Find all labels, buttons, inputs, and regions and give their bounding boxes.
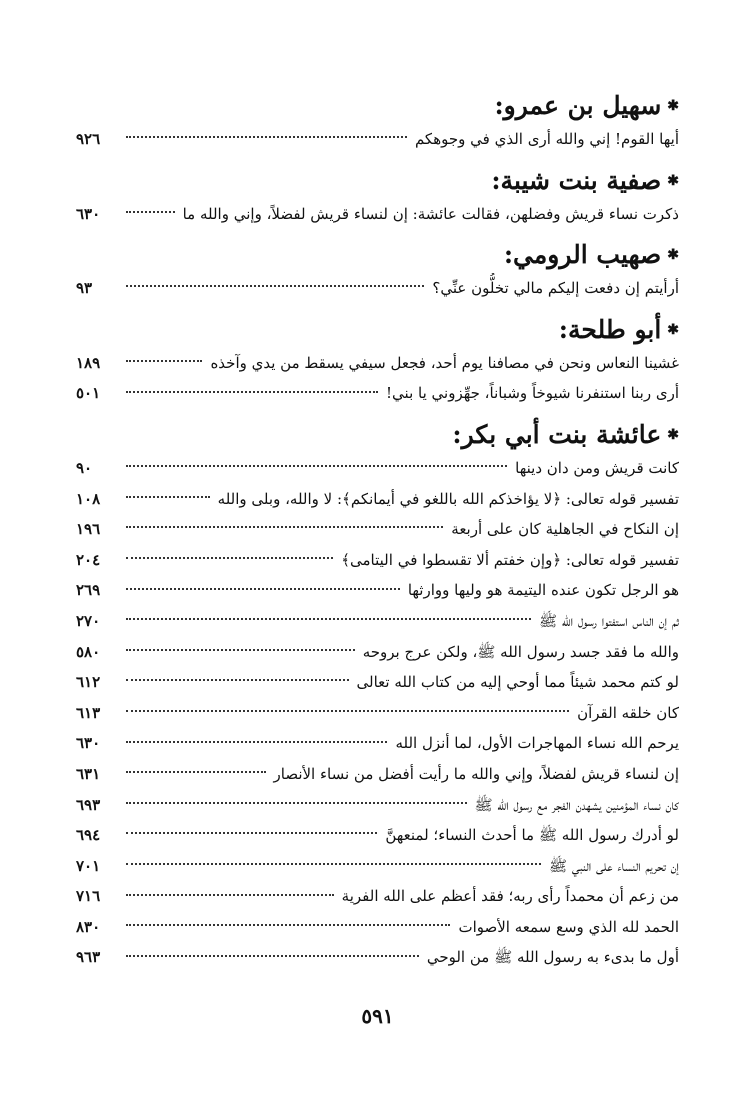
section-heading [76,88,679,124]
entry-text: كان خلقه القرآن [577,703,679,722]
index-section [76,155,679,230]
entry-list [76,273,679,304]
section-spacer [76,304,679,312]
entry-text: كان نساء المؤمنين يشهدن الفجر مع رسول الله ﷺ [474,795,679,814]
entry-text: من زعم أن محمداً رأى ربه؛ فقد أعظم على الله الفرية [341,887,679,906]
dot-leader [126,955,419,957]
section-spacer [76,229,679,237]
entry-page-number: ٩٣ [76,279,93,298]
entry-page-number: ٩٦٣ [76,948,101,967]
entry-text: والله ما فقد جسد رسول الله ﷺ، ولكن عرج بروحه [362,642,679,661]
entry-page-number: ٢٠٤ [76,550,101,569]
entry-list [76,348,679,409]
entry-page-number: ٨٣٠ [76,917,101,936]
entry-text: ثم إن الناس استفتوا رسول الله ﷺ [539,611,679,630]
dot-leader [126,679,349,681]
asterisk-icon: ✱ [667,321,679,338]
entry-text: يرحم الله نساء المهاجرات الأول، لما أنزل الله [395,734,679,753]
section-heading [76,237,679,273]
dot-leader [126,894,334,896]
dot-leader [126,496,210,498]
page-number: ٥٩١ [361,1004,394,1028]
index-entry [76,124,679,155]
entry-page-number: ٥٨٠ [76,642,101,661]
entry-page-number: ١٨٩ [76,353,101,372]
index-entry [76,881,679,912]
entry-page-number: ١٠٨ [76,489,101,508]
section-heading-text: صهيب الرومي: [503,240,662,270]
dot-leader [126,557,333,559]
dot-leader [126,136,407,138]
index-entry [76,942,679,973]
index-entry [76,728,679,759]
index-entry [76,606,679,637]
entry-text: أرى ربنا استنفرنا شيوخاً وشباناً، جهِّزوني يا بني! [386,384,679,403]
section-heading-text: صفية بنت شيبة: [491,165,662,195]
index-entry [76,667,679,698]
dot-leader [126,771,266,773]
entry-page-number: ١٩٦ [76,520,101,539]
index-sections [76,88,679,973]
index-entry [76,759,679,790]
entry-text: إن تحريم النساء على النبي ﷺ [549,856,679,875]
entry-text: غشينا النعاس ونحن في مصافنا يوم أحد، فجعل سيفي يسقط من يدي وآخذه [210,353,679,372]
entry-text: أرأيتم إن دفعت إليكم مالي تخلُّون عنِّي؟ [432,279,679,298]
entry-list [76,124,679,155]
entry-text: ذكرت نساء قريش وفضلهن، فقالت عائشة: إن لنساء قريش لفضلاً، وإني والله ما [182,204,679,223]
entry-page-number: ٧١٦ [76,887,101,906]
section-heading [76,312,679,348]
index-entry [76,453,679,484]
index-entry [76,484,679,515]
dot-leader [126,211,175,213]
entry-page-number: ٩٠ [76,458,93,477]
section-heading [76,163,679,199]
entry-page-number: ٥٠١ [76,384,101,403]
index-entry [76,790,679,821]
section-spacer [76,155,679,163]
entry-page-number: ٦١٣ [76,703,101,722]
entry-text: لو كتم محمد شيئاً مما أوحي إليه من كتاب الله تعالى [356,673,679,692]
index-section [76,88,679,155]
dot-leader [126,588,400,590]
index-entry [76,575,679,606]
entry-text: لو أدرك رسول الله ﷺ ما أحدث النساء؛ لمنعهنَّ [385,826,679,845]
dot-leader [126,710,569,712]
entry-page-number: ٦١٢ [76,673,101,692]
entry-text: أول ما بدىء به رسول الله ﷺ من الوحي [426,948,679,967]
entry-text: إن لنساء قريش لفضلاً، وإني والله ما رأيت أفضل من نساء الأنصار [273,764,679,783]
entry-page-number: ٦٩٣ [76,795,101,814]
index-entry [76,820,679,851]
entry-text: كانت قريش ومن دان دينها [515,458,679,477]
entry-page-number: ٩٢٦ [76,130,101,148]
index-entry [76,514,679,545]
entry-page-number: ٢٦٩ [76,581,101,600]
section-heading [76,417,679,453]
entry-page-number: ٦٣١ [76,764,101,783]
dot-leader [126,465,507,467]
entry-page-number: ٦٣٠ [76,204,101,223]
section-spacer [76,409,679,417]
dot-leader [126,526,443,528]
entry-text: أيها القوم! إني والله أرى الذي في وجوهكم [414,130,679,148]
dot-leader [126,802,467,804]
index-entry [76,912,679,943]
index-entry [76,273,679,304]
entry-list [76,453,679,973]
asterisk-icon: ✱ [667,426,679,443]
index-entry [76,545,679,576]
dot-leader [126,360,202,362]
index-section [76,409,679,973]
entry-text: تفسير قوله تعالى: ﴿وإن خفتم ألا تقسطوا في اليتامى﴾ [341,550,679,569]
asterisk-icon: ✱ [667,98,679,114]
dot-leader [126,832,377,834]
index-entry [76,378,679,409]
dot-leader [126,285,424,287]
dot-leader [126,618,531,620]
entry-text: الحمد لله الذي وسع سمعه الأصوات [458,917,679,936]
index-entry [76,637,679,668]
dot-leader [126,863,541,865]
index-section [76,229,679,304]
entry-page-number: ٦٩٤ [76,826,101,845]
dot-leader [126,649,355,651]
section-heading-text: سهيل بن عمرو: [494,91,662,120]
section-heading-text: أبو طلحة: [558,314,662,344]
asterisk-icon: ✱ [667,247,679,264]
dot-leader [126,741,387,743]
entry-text: إن النكاح في الجاهلية كان على أربعة [451,520,679,539]
section-heading-text: عائشة بنت أبي بكر: [452,419,662,449]
index-entry [76,348,679,379]
asterisk-icon: ✱ [667,172,679,189]
entry-page-number: ٢٧٠ [76,611,101,630]
dot-leader [126,924,450,926]
index-entry [76,851,679,882]
entry-page-number: ٦٣٠ [76,734,101,753]
entry-text: هو الرجل تكون عنده اليتيمة هو وليها ووارثها [407,581,679,600]
index-entry [76,199,679,230]
dot-leader [126,391,378,393]
entry-text: تفسير قوله تعالى: ﴿لا يؤاخذكم الله باللغو في أيمانكم﴾: لا والله، وبلى والله [217,489,679,508]
entry-page-number: ٧٠١ [76,856,101,875]
entry-list [76,199,679,230]
index-entry [76,698,679,729]
index-section [76,304,679,409]
